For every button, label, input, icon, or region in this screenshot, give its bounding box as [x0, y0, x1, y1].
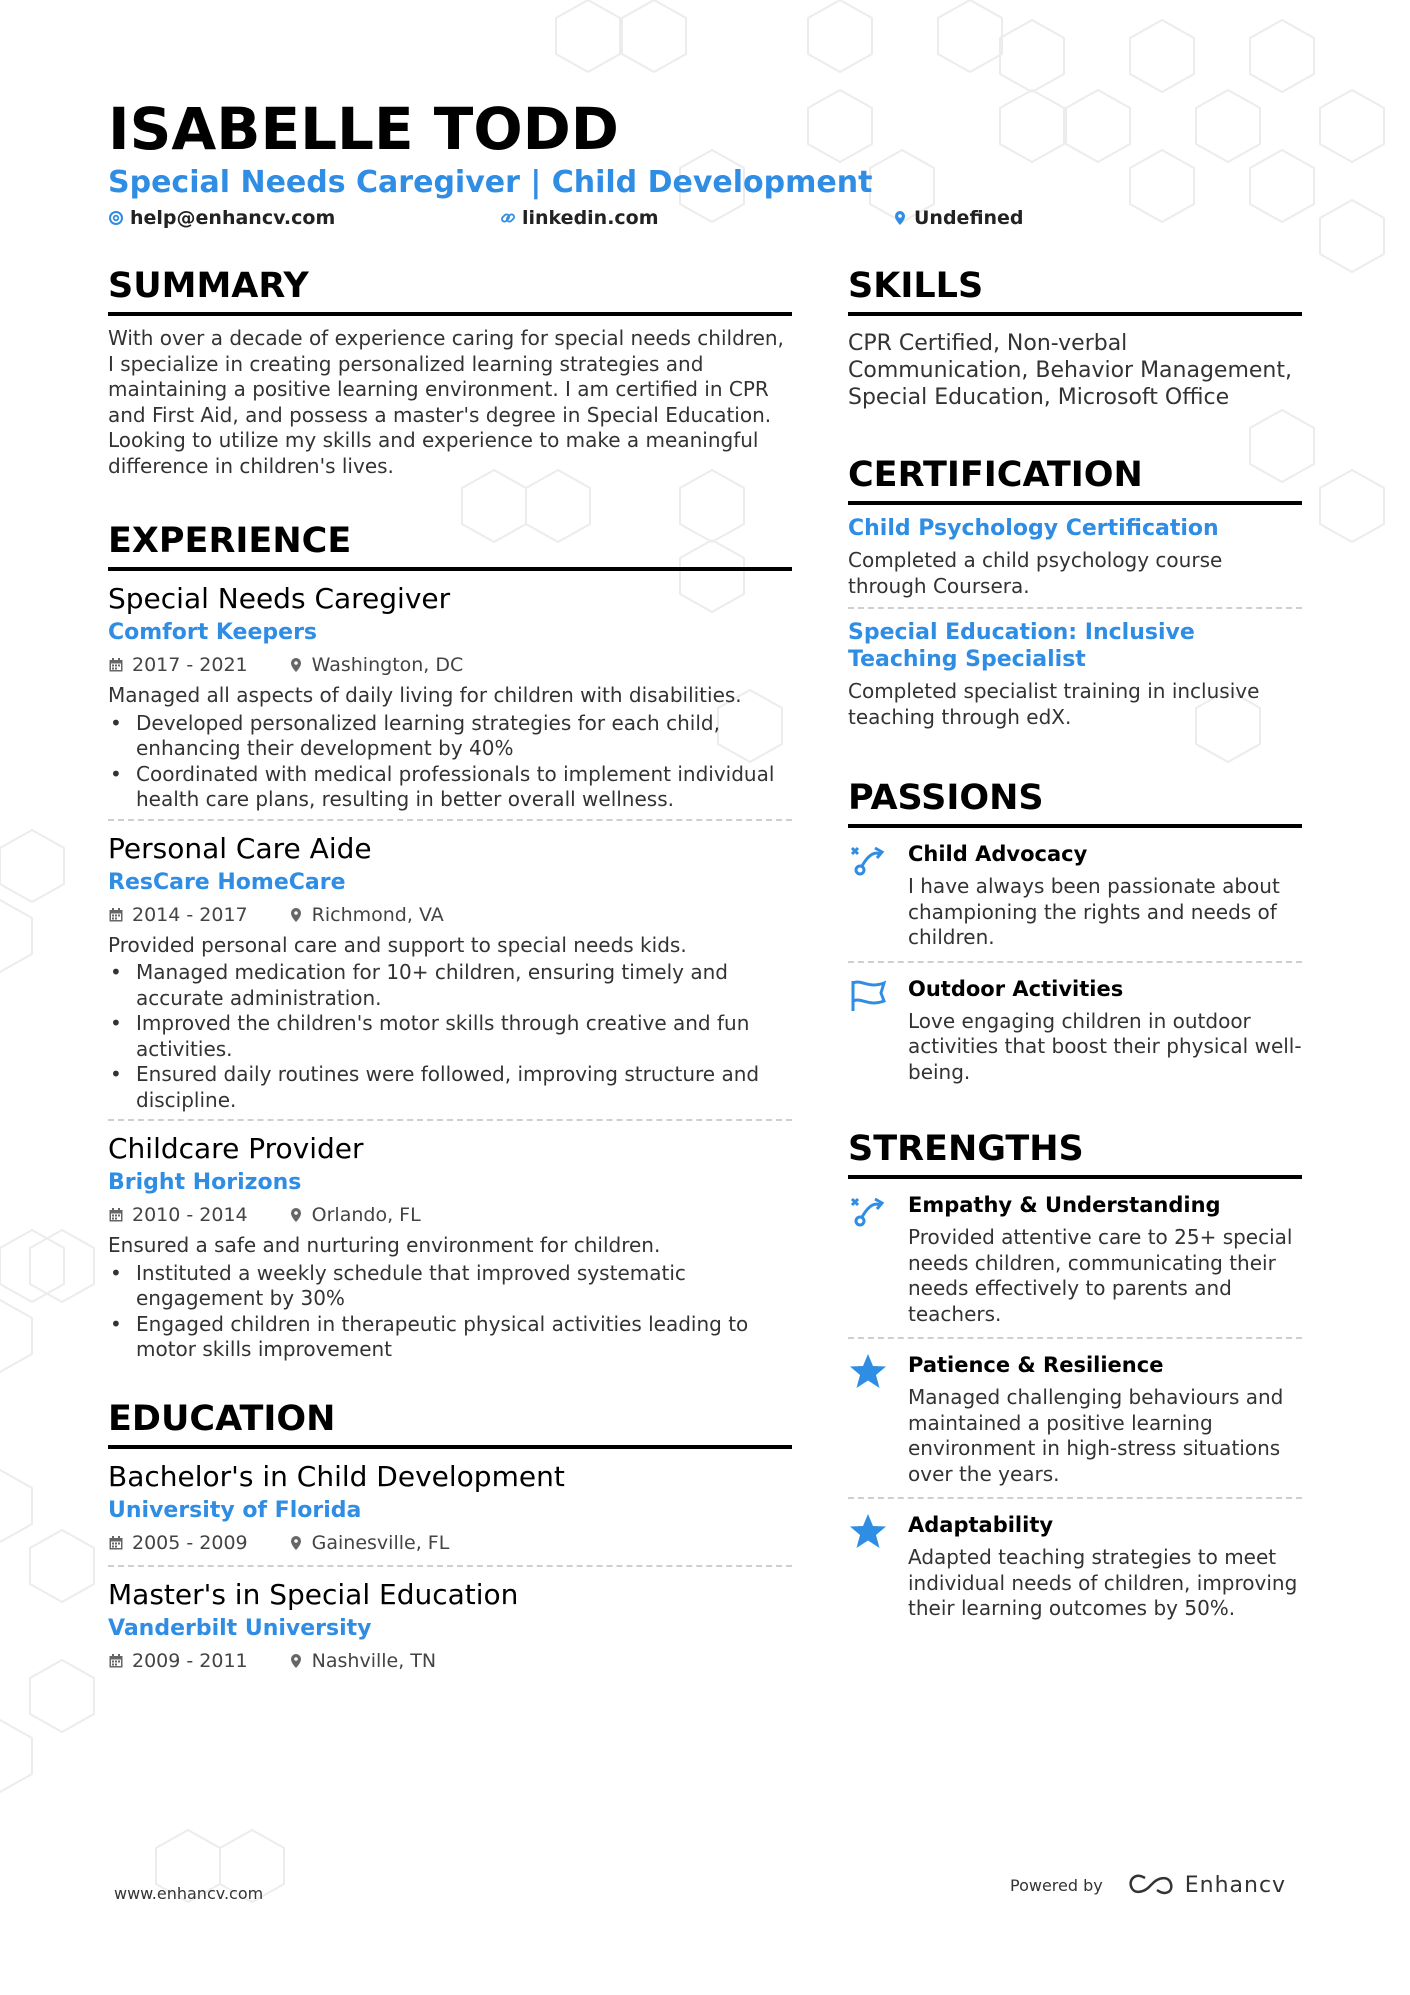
experience-entry — [108, 819, 792, 1120]
right-column — [848, 262, 1302, 1632]
job-role: Childcare Provider — [108, 1132, 364, 1165]
strategy-icon — [848, 1193, 888, 1229]
degree: Master's in Special Education — [108, 1577, 519, 1611]
contact-link[interactable] — [500, 207, 659, 229]
strength-item — [848, 1337, 1302, 1497]
job-dates: 2017 - 2021 — [132, 654, 248, 676]
strength-description: Managed challenging behaviours and maintained a positive learning environment in high-stress situations over the years. — [908, 1385, 1284, 1486]
passions-section — [848, 774, 1302, 1095]
location-pin-icon — [288, 1535, 304, 1551]
job-bullet: • Engaged children in therapeutic physical activities leading to motor skills improvement — [136, 1312, 792, 1363]
education-entry — [108, 1449, 792, 1565]
certification-description: Completed specialist training in inclusive teaching through edX. — [848, 679, 1260, 729]
job-bullet: • Ensured daily routines were followed, improving structure and discipline. — [136, 1062, 792, 1113]
job-role: Personal Care Aide — [108, 831, 372, 865]
job-bullet: • Managed medication for 10+ children, ensuring timely and accurate administration. — [136, 960, 792, 1011]
calendar-icon — [108, 907, 124, 923]
location-pin-icon — [288, 907, 304, 923]
job-bullets — [108, 711, 792, 813]
experience-entry — [108, 1119, 792, 1369]
education-meta — [108, 1527, 792, 1559]
passion-description: I have always been passionate about championing the rights and needs of children. — [908, 874, 1280, 949]
strength-description: Provided attentive care to 25+ special needs children, communicating their needs effectively to parents and teachers. — [908, 1225, 1293, 1326]
contact-email[interactable] — [108, 207, 335, 229]
certification-item — [848, 607, 1302, 738]
certification-section — [848, 451, 1302, 738]
brand-name: Enhancv — [1184, 1872, 1287, 1898]
skills-section — [848, 262, 1302, 411]
strength-title: Empathy & Understanding — [908, 1193, 1221, 1217]
experience-heading: EXPERIENCE — [108, 517, 792, 571]
education-section — [108, 1395, 792, 1683]
summary-heading: SUMMARY — [108, 262, 792, 316]
education-dates: 2005 - 2009 — [132, 1531, 248, 1554]
job-bullet: • Improved the children's motor skills through creative and fun activities. — [136, 1011, 792, 1062]
job-bullets — [108, 960, 792, 1113]
location-pin-icon — [288, 1207, 304, 1223]
calendar-icon — [108, 1535, 124, 1551]
location-pin-icon — [288, 1653, 304, 1669]
passions-heading: PASSIONS — [848, 774, 1302, 828]
certification-description: Completed a child psychology course through Coursera. — [848, 548, 1223, 598]
candidate-name: ISABELLE TODD — [108, 95, 619, 163]
job-bullets — [108, 1261, 792, 1363]
job-dates: 2014 - 2017 — [132, 903, 248, 926]
job-meta — [108, 1199, 792, 1231]
strength-title: Adaptability — [908, 1513, 1054, 1537]
job-description: Ensured a safe and nurturing environment for children. — [108, 1233, 661, 1257]
job-role: Special Needs Caregiver — [108, 582, 451, 615]
job-dates: 2010 - 2014 — [132, 1204, 248, 1226]
location-pin-icon — [288, 657, 304, 673]
strength-item — [848, 1497, 1302, 1632]
job-meta — [108, 649, 792, 681]
certification-title: Child Psychology Certification — [848, 516, 1219, 541]
contact-location-text: Undefined — [914, 207, 1024, 229]
left-column — [108, 262, 792, 1683]
contact-location — [892, 207, 1024, 229]
summary-section — [108, 262, 792, 479]
enhancv-logo-icon — [1127, 1872, 1175, 1898]
degree: Bachelor's in Child Development — [108, 1459, 565, 1493]
footer-website[interactable]: www.enhancv.com — [114, 1884, 264, 1903]
calendar-icon — [108, 657, 124, 673]
job-description: Managed all aspects of daily living for children with disabilities. — [108, 683, 742, 707]
footer-branding — [1010, 1872, 1286, 1898]
education-location: Gainesville, FL — [311, 1531, 450, 1554]
passion-item — [848, 961, 1302, 1096]
calendar-icon — [108, 1653, 124, 1669]
experience-entry — [108, 571, 792, 819]
calendar-icon — [108, 1207, 124, 1223]
candidate-title: Special Needs Caregiver | Child Development — [108, 165, 873, 200]
contact-link-text: linkedin.com — [522, 207, 659, 229]
summary-text: With over a decade of experience caring for special needs children, I specialize in creating personalized learning strategies and maintaining a positive learning environment. I am certified in CPR and First Aid, and possess a master's degree in Special Education. Looking to utilize my skills and experience to make a meaningful difference in children's lives. — [108, 326, 784, 478]
passion-item — [848, 828, 1302, 961]
education-heading: EDUCATION — [108, 1395, 792, 1449]
job-company: ResCare HomeCare — [108, 869, 346, 895]
education-entry — [108, 1565, 792, 1683]
job-location: Richmond, VA — [311, 903, 444, 926]
job-bullet: • Instituted a weekly schedule that improved systematic engagement by 30% — [136, 1261, 792, 1312]
location-pin-icon — [892, 210, 908, 226]
star-icon — [848, 1353, 888, 1389]
passion-title: Outdoor Activities — [908, 976, 1124, 1001]
job-description: Provided personal care and support to special needs kids. — [108, 932, 687, 957]
strength-description: Adapted teaching strategies to meet individual needs of children, improving their learning outcomes by 50%. — [908, 1545, 1298, 1620]
strengths-section — [848, 1125, 1302, 1632]
strengths-heading: STRENGTHS — [848, 1125, 1302, 1179]
education-dates: 2009 - 2011 — [132, 1649, 248, 1672]
link-icon — [500, 210, 516, 226]
contact-email-text: help@enhancv.com — [130, 207, 336, 229]
experience-section — [108, 517, 792, 1369]
education-location: Nashville, TN — [311, 1649, 437, 1672]
passion-title: Child Advocacy — [908, 842, 1088, 866]
job-company: Bright Horizons — [108, 1170, 302, 1195]
school: Vanderbilt University — [108, 1615, 372, 1641]
education-meta — [108, 1645, 792, 1677]
strength-item — [848, 1179, 1302, 1337]
job-location: Orlando, FL — [311, 1204, 421, 1226]
star-icon — [848, 1513, 888, 1549]
powered-by-label: Powered by — [1010, 1875, 1103, 1895]
job-bullet: • Developed personalized learning strategies for each child, enhancing their development by 40% — [136, 711, 792, 762]
skills-text: CPR Certified, Non-verbal Communication, Behavior Management, Special Education, Microsoft Office — [848, 331, 1292, 410]
certification-title: Special Education: Inclusive Teaching Specialist — [848, 620, 1195, 672]
skills-heading: SKILLS — [848, 262, 1302, 316]
job-location: Washington, DC — [311, 654, 464, 676]
strength-title: Patience & Resilience — [908, 1353, 1164, 1377]
job-company: Comfort Keepers — [108, 620, 318, 645]
at-icon — [108, 210, 124, 226]
school: University of Florida — [108, 1497, 362, 1523]
job-meta — [108, 899, 792, 931]
job-bullet: • Coordinated with medical professionals to implement individual health care plans, resulting in better overall wellness. — [136, 762, 792, 813]
certification-heading: CERTIFICATION — [848, 451, 1302, 505]
strategy-icon — [848, 842, 888, 878]
passion-description: Love engaging children in outdoor activities that boost their physical well-being. — [908, 1008, 1302, 1084]
certification-item — [848, 505, 1302, 607]
flag-icon — [848, 977, 888, 1013]
